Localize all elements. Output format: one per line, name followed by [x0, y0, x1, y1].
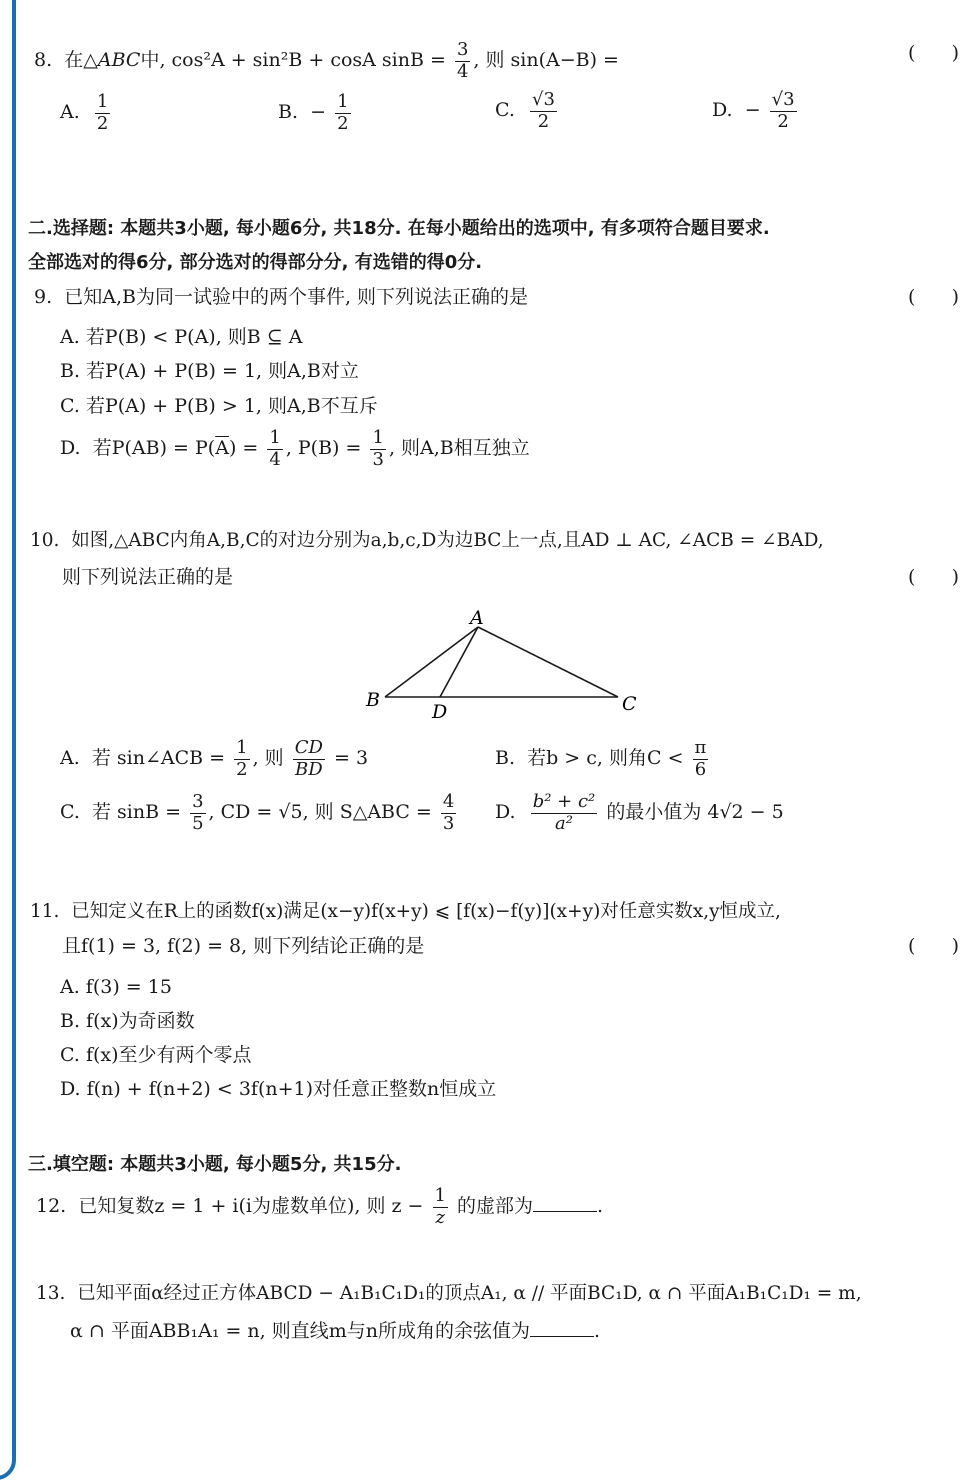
q8-number: 8. — [34, 49, 53, 72]
q9-option-d-bar: $\overline{A}$ — [215, 437, 229, 460]
q9-option-a: A. 若P(B) < P(A), 则B ⊆ A — [60, 326, 303, 348]
q9-option-b: B. 若P(A) + P(B) = 1, 则A,B对立 — [60, 360, 359, 382]
q10-option-d-fd: a² — [531, 813, 598, 835]
q8-option-a-label: A. — [60, 101, 80, 124]
q10-option-a-f1n: 1 — [236, 737, 248, 758]
q13-answer-blank[interactable] — [530, 1336, 594, 1337]
q9-option-d-f2n: 1 — [372, 427, 384, 448]
segment-ab — [385, 627, 478, 697]
vertex-b-label: B — [366, 689, 380, 711]
q8-frac-den: 4 — [456, 60, 469, 82]
q9-stem-text: 已知A,B为同一试验中的两个事件, 则下列说法正确的是 — [64, 286, 529, 308]
q10-option-a-b: , 则 — [252, 747, 284, 770]
q9-option-d-label: D. — [60, 437, 81, 460]
q12-stem-a: 已知复数z = 1 + i(i为虚数单位), 则 z − — [78, 1195, 424, 1218]
q9-option-d-f1n: 1 — [269, 427, 281, 448]
q12-answer-blank[interactable] — [533, 1211, 597, 1212]
q10-option-b — [495, 738, 711, 780]
q9-option-d-f2d: 3 — [372, 448, 384, 470]
q8-fraction — [455, 40, 470, 82]
q12-stem-b: 的虚部为 — [457, 1195, 534, 1218]
q10-option-c-f2d: 3 — [442, 812, 455, 834]
q9-stem — [34, 288, 528, 307]
q13-number: 13. — [36, 1283, 66, 1304]
q13-line2-text: α ∩ 平面ABB₁A₁ = n, 则直线m与n所成角的余弦值为 — [70, 1320, 530, 1342]
segment-ac — [478, 627, 618, 697]
q10-option-a-f1d: 2 — [236, 758, 248, 780]
q10-option-d-label: D. — [495, 801, 516, 824]
q9-option-d-d: , 则A,B相互独立 — [388, 437, 530, 460]
q10-option-b-a: 若b > c, 则角C < — [527, 747, 684, 770]
q10-option-b-label: B. — [495, 747, 516, 770]
q8-option-b-label: B. — [278, 101, 299, 124]
q8-option-c-den: 2 — [530, 111, 557, 133]
q8-option-c-num: √3 — [532, 89, 555, 110]
q11-line1-text: 已知定义在R上的函数f(x)满足(x−y)f(x+y) ⩽ [f(x)−f(y)](x+y)对任意实数x,y恒成立, — [71, 901, 781, 922]
triangle-figure — [350, 600, 650, 725]
q11-stem-line1 — [30, 903, 781, 922]
q12-number: 12. — [36, 1195, 67, 1218]
q8-option-b-sign: − — [310, 101, 327, 124]
q10-number: 10. — [30, 530, 60, 551]
q10-option-b-fd: 6 — [693, 759, 709, 781]
q9-option-d — [60, 428, 530, 470]
q13-line1-text: 已知平面α经过正方体ABCD − A₁B₁C₁D₁的顶点A₁, α // 平面BC₁D, α ∩ 平面A₁B₁C₁D₁ = m, — [77, 1283, 862, 1304]
section-2-heading: 二.选择题: 本题共3小题, 每小题6分, 共18分. 在每小题给出的选项中, 有多项符合题目要求. — [28, 218, 770, 239]
q10-option-a-label: A. — [60, 747, 80, 770]
q8-stem-a: 在△ — [64, 49, 98, 72]
q8-option-c-label: C. — [495, 99, 515, 122]
q12-end: . — [597, 1195, 604, 1218]
q8-option-a-num: 1 — [96, 91, 109, 112]
q8-answer-paren: ( ) — [908, 42, 960, 64]
q10-option-a — [60, 738, 368, 780]
question-12 — [36, 1186, 603, 1228]
q10-option-c-label: C. — [60, 801, 80, 824]
q11-answer-paren: ( ) — [908, 935, 960, 957]
q8-frac-num: 3 — [456, 39, 469, 60]
q13-stem-line2 — [70, 1322, 600, 1341]
q10-option-a-c: = 3 — [333, 747, 369, 770]
q10-option-a-f2n: CD — [294, 737, 323, 758]
q13-end: . — [594, 1320, 601, 1342]
q11-option-d: D. f(n) + f(n+2) < 3f(n+1)对任意正整数n恒成立 — [60, 1078, 497, 1100]
q9-answer-paren: ( ) — [908, 286, 960, 308]
q10-answer-paren: ( ) — [908, 566, 960, 588]
q8-stem-c: 中, cos²A + sin²B + cosA sinB = — [140, 49, 446, 72]
page-border — [0, 0, 16, 1480]
q10-option-d-fn: b² + c² — [532, 791, 596, 812]
q11-stem-line2: 且f(1) = 3, f(2) = 8, 则下列结论正确的是 — [62, 935, 425, 957]
vertex-a-label: A — [470, 607, 484, 629]
q12-frac-den: z — [433, 1207, 448, 1229]
q8-option-d-label: D. — [712, 99, 733, 122]
q10-option-c-f1d: 5 — [192, 812, 204, 834]
q10-line1-text: 如图,△ABC内角A,B,C的对边分别为a,b,c,D为边BC上一点,且AD ⊥ AC, ∠ACB = ∠BAD, — [71, 530, 824, 551]
q10-option-c-a: 若 sinB = — [92, 801, 182, 824]
section-3-heading: 三.填空题: 本题共3小题, 每小题5分, 共15分. — [28, 1154, 402, 1175]
q8-option-b — [278, 92, 354, 134]
q10-stem-line1 — [30, 532, 824, 551]
q10-option-c-f2n: 4 — [442, 791, 455, 812]
q10-option-c-b: , CD = √5, 则 S△ABC = — [208, 801, 432, 824]
q9-number: 9. — [34, 286, 53, 308]
q11-option-c: C. f(x)至少有两个零点 — [60, 1044, 252, 1066]
q8-option-d-den: 2 — [770, 111, 797, 133]
q9-option-c: C. 若P(A) + P(B) > 1, 则A,B不互斥 — [60, 395, 378, 417]
q9-option-d-c: , P(B) = — [285, 437, 362, 460]
q8-option-d-sign: − — [744, 99, 761, 122]
q8-stem-b: ABC — [97, 49, 141, 72]
q8-option-a — [60, 92, 113, 134]
q12-frac-num: 1 — [434, 1185, 446, 1206]
q10-option-a-f2d: BD — [293, 759, 325, 781]
q9-option-d-f1d: 4 — [269, 448, 281, 470]
q8-option-b-num: 1 — [337, 91, 349, 112]
q10-option-c-f1n: 3 — [192, 791, 204, 812]
q10-option-d — [495, 792, 784, 834]
point-d-label: D — [432, 701, 448, 723]
q9-option-d-b: ) = — [228, 437, 259, 460]
vertex-c-label: C — [622, 693, 637, 715]
q10-option-c — [60, 792, 459, 834]
segment-ad — [440, 627, 478, 697]
q8-option-c — [495, 90, 560, 132]
q8-option-d-num: √3 — [771, 89, 795, 110]
section-2-subheading: 全部选对的得6分, 部分选对的得部分分, 有选错的得0分. — [28, 252, 483, 273]
q8-option-a-den: 2 — [96, 112, 109, 134]
q8-option-b-den: 2 — [337, 112, 349, 134]
q8-stem-d: , 则 sin(A−B) = — [473, 49, 619, 72]
q11-number: 11. — [30, 901, 60, 922]
q9-option-d-a: 若P(AB) = P( — [92, 437, 216, 460]
q8-stem — [34, 40, 619, 82]
q10-option-d-a: 的最小值为 4√2 − 5 — [606, 801, 784, 824]
q11-option-a: A. f(3) = 15 — [60, 976, 172, 998]
q8-option-d — [712, 90, 800, 132]
q10-option-b-fn: π — [694, 737, 707, 758]
q10-stem-line2: 则下列说法正确的是 — [62, 566, 234, 588]
q11-option-b: B. f(x)为奇函数 — [60, 1010, 195, 1032]
q10-option-a-a: 若 sin∠ACB = — [91, 747, 226, 770]
q13-stem-line1 — [36, 1285, 862, 1304]
